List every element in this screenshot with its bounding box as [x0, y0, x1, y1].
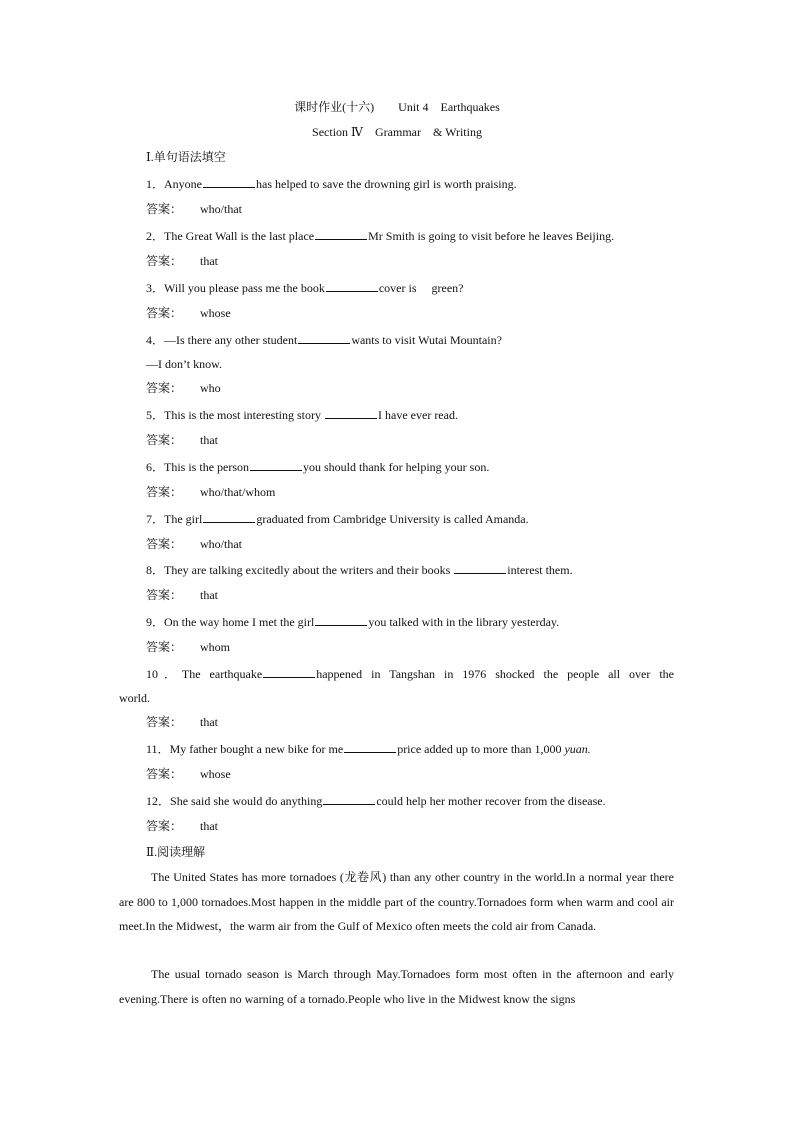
answer-blank — [298, 332, 350, 344]
answer-8: 答案： that — [146, 588, 218, 602]
answer-blank — [344, 741, 396, 753]
answer-blank — [326, 280, 378, 292]
answer-5: 答案： that — [146, 433, 218, 447]
question-3: 3．Will you please pass me the book cover is green? — [146, 281, 464, 295]
answer-blank — [263, 666, 315, 678]
reading-paragraph-1: The United States has more tornadoes (龙卷风) than any other country in the world.In a normal year there are 800 to 1,000 tornadoes.Most happen in the middle part of the country.Tornadoes form when warm and cool air meet.In the Midwest，the warm air from the Gulf of Mexico often meets the cold air from Canada. — [119, 870, 674, 933]
question-7: 7．The girl graduated from Cambridge University is called Amanda. — [146, 512, 529, 526]
question-6: 6．This is the person you should thank for helping your son. — [146, 460, 490, 474]
question-4-reply: —I don’t know. — [146, 357, 222, 371]
section-1-heading: Ⅰ.单句语法填空 — [146, 150, 226, 164]
answer-12: 答案： that — [146, 819, 218, 833]
answer-blank — [315, 228, 367, 240]
question-5: 5．This is the most interesting story I have ever read. — [146, 408, 458, 422]
question-9: 9．On the way home I met the girl you talked with in the library yesterday. — [146, 615, 560, 629]
section-2-heading: Ⅱ.阅读理解 — [146, 845, 206, 859]
answer-blank — [250, 459, 302, 471]
answer-blank — [325, 407, 377, 419]
page-subtitle: Section Ⅳ Grammar & Writing — [312, 125, 482, 139]
question-2: 2．The Great Wall is the last place Mr Smith is going to visit before he leaves Beijing. — [146, 229, 615, 243]
answer-blank — [315, 614, 367, 626]
question-10-continued: world. — [119, 691, 150, 705]
answer-11: 答案： whose — [146, 767, 231, 781]
question-10: 10．The earthquake happened in Tangshan in 1976 shocked the people all over the — [146, 667, 674, 681]
answer-blank — [454, 562, 506, 574]
question-4: 4．—Is there any other student wants to visit Wutai Mountain? — [146, 333, 502, 347]
answer-7: 答案： who/that — [146, 537, 242, 551]
answer-2: 答案： that — [146, 254, 218, 268]
answer-blank — [203, 511, 255, 523]
question-8: 8．They are talking excitedly about the writers and their books interest them. — [146, 563, 573, 577]
answer-10: 答案： that — [146, 715, 218, 729]
answer-blank — [323, 793, 375, 805]
question-12: 12．She said she would do anything could help her mother recover from the disease. — [146, 794, 606, 808]
answer-4: 答案： who — [146, 381, 221, 395]
page-title: 课时作业(十六) Unit 4 Earthquakes — [294, 100, 500, 114]
answer-3: 答案： whose — [146, 306, 231, 320]
answer-9: 答案： whom — [146, 640, 230, 654]
answer-blank — [203, 176, 255, 188]
question-1: 1．Anyone has helped to save the drowning girl is worth praising. — [146, 177, 517, 191]
answer-1: 答案： who/that — [146, 202, 242, 216]
reading-paragraph-2: The usual tornado season is March through May.Tornadoes form most often in the afternoon and early evening.There is often no warning of a tornado.People who live in the Midwest know the signs — [119, 967, 674, 1006]
question-11: 11．My father bought a new bike for me price added up to more than 1,000 yuan. — [146, 742, 591, 756]
answer-6: 答案： who/that/whom — [146, 485, 276, 499]
